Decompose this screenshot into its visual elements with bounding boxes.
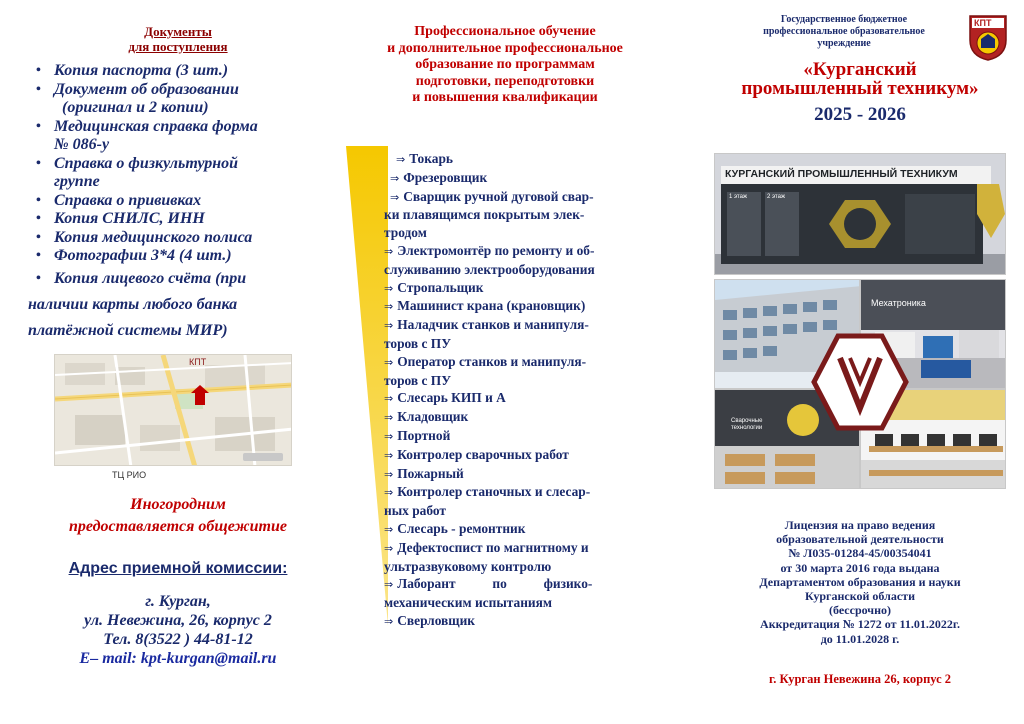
mechatronics-label: Мехатроника: [871, 298, 926, 308]
program-item-cont: ультразвуковому контролю: [384, 558, 552, 574]
program-item: ⇒ Лаборант по физико-: [384, 576, 593, 592]
program-item-cont: служиванию электрооборудования: [384, 261, 595, 277]
documents-title-line2: для поступления: [128, 39, 228, 54]
arrow-right-icon: ⇒: [390, 171, 400, 185]
program-item: ⇒ Сварщик ручной дуговой свар-: [390, 188, 594, 204]
floor1-label: 1 этаж: [729, 194, 747, 200]
doc-item-bank-account: • Копия лицевого счёта (при наличии карты любого банка платёжной системы МИР): [28, 266, 328, 344]
org-type: Государственное бюджетное профессиональное образовательное учреждение: [763, 14, 925, 49]
arrow-right-icon: ⇒: [384, 522, 394, 536]
doc-item-photos: • Фотографии 3*4 (4 шт.): [36, 247, 232, 264]
admission-street: ул. Невежина, 26, корпус 2: [84, 612, 272, 629]
arrow-right-icon: ⇒: [384, 541, 394, 555]
program-item: ⇒ Фрезеровщик: [390, 169, 488, 185]
arrow-right-icon: ⇒: [384, 448, 394, 462]
doc-item-education: • Документ об образовании (оригинал и 2 копии): [36, 80, 239, 116]
doc-item-snils-inn: • Копия СНИЛС, ИНН: [36, 210, 205, 227]
doc-item-sport-group: • Справка о физкультурной группе: [36, 154, 239, 190]
doc-item-vaccination: • Справка о прививках: [36, 191, 202, 209]
program-item: ⇒ Кладовщик: [384, 409, 469, 425]
program-item-cont: торов с ПУ: [384, 335, 452, 351]
arrow-right-icon: ⇒: [384, 429, 394, 443]
program-item: ⇒ Токарь: [396, 151, 453, 166]
banner-text: КУРГАНСКИЙ ПРОМЫШЛЕННЫЙ ТЕХНИКУМ: [725, 168, 958, 180]
program-item-cont: ки плавящимся покрытым элек-: [384, 207, 585, 223]
documents-column: [28, 24, 328, 704]
bullet: •: [36, 118, 41, 134]
dormitory-notice: Иногородним предоставляется общежитие: [69, 496, 287, 535]
arrow-right-icon: ⇒: [384, 467, 394, 481]
program-item: ⇒ Контролер станочных и слесар-: [384, 484, 591, 500]
bullet: •: [36, 155, 41, 171]
programs-title: Профессиональное обучение и дополнительное профессиональное образование по программам подготовки, переподготовки и повышения квалификации: [387, 24, 623, 105]
program-item: ⇒ Портной: [384, 427, 451, 443]
map-label-mall: ТЦ РИО: [112, 470, 147, 480]
program-item: ⇒ Сверловщик: [384, 612, 476, 628]
arrow-right-icon: ⇒: [384, 392, 394, 406]
arrow-right-icon: ⇒: [384, 614, 394, 628]
program-item: ⇒ Слесарь - ремонтник: [384, 520, 526, 536]
welding-label: Сварочные технологии: [731, 418, 763, 431]
program-item: ⇒ Стропальщик: [384, 279, 484, 295]
bullet: •: [36, 270, 41, 286]
documents-title: [28, 24, 328, 54]
floor2-label: 2 этаж: [767, 194, 785, 200]
arrow-right-icon: ⇒: [396, 153, 406, 166]
doc-item-insurance: • Копия медицинского полиса: [36, 228, 253, 246]
program-item: ⇒ Дефектоспист по магнитному и: [384, 539, 589, 555]
header-column: [710, 8, 1010, 708]
program-item: ⇒ Пожарный: [384, 465, 464, 481]
arrow-right-icon: ⇒: [384, 355, 394, 369]
bullet: •: [36, 192, 41, 208]
admission-title: Адрес приемной комиссии:: [68, 560, 288, 577]
bullet: •: [36, 229, 41, 245]
doc-item-passport: • Копия паспорта (3 шт.): [36, 62, 229, 79]
program-item: ⇒ Контролер сварочных работ: [384, 446, 569, 462]
arrow-right-icon: ⇒: [384, 578, 394, 592]
admission-email[interactable]: E– mail: kpt-kurgan@mail.ru: [79, 650, 277, 667]
arrow-right-icon: ⇒: [384, 281, 394, 295]
program-item: ⇒ Наладчик станков и манипуля-: [384, 317, 589, 333]
program-item: ⇒ Электромонтёр по ремонту и об-: [384, 242, 595, 258]
college-name: «Курганский промышленный техникум»: [741, 59, 979, 99]
program-item-cont: торов с ПУ: [384, 372, 452, 388]
footer-address: г. Курган Невежина 26, корпус 2: [768, 672, 952, 686]
programs-column: [346, 24, 664, 704]
yellow-triangle-decoration: [346, 146, 388, 626]
admission-address: [28, 592, 328, 668]
documents-title-line1: Документы: [144, 24, 212, 39]
arrow-right-icon: ⇒: [384, 486, 394, 500]
arrow-right-icon: ⇒: [384, 411, 394, 425]
bullet: •: [36, 248, 41, 263]
college-marker-icon: [195, 391, 205, 405]
program-item: ⇒ Машинист крана (крановщик): [384, 298, 586, 314]
arrow-right-icon: ⇒: [384, 319, 394, 333]
academic-years: 2025 - 2026: [814, 104, 906, 125]
hexagon-emblem-icon: [810, 332, 910, 432]
college-logo: [968, 14, 1008, 62]
bullet: •: [36, 63, 41, 78]
documents-list: [28, 62, 328, 344]
license-info: Лицензия на право ведения образовательной деятельности № Л035-01284-45/00354041 от 30 марта 2016 года выдана Департаментом образования и науки Курганской области (бессрочно) Аккредитация № 1272 от 11.01.2022г. до 11.01.2028 г.: [759, 518, 961, 646]
admission-phone: Тел. 8(3522 ) 44-81-12: [103, 631, 253, 648]
program-item: ⇒ Оператор станков и манипуля-: [384, 353, 587, 369]
doc-item-medical: • Медицинская справка форма № 086-у: [36, 117, 258, 153]
program-item-cont: механическим испытаниям: [384, 595, 553, 611]
arrow-right-icon: ⇒: [390, 190, 400, 204]
program-item: ⇒ Слесарь КИП и А: [384, 390, 506, 406]
program-item-cont: тродом: [384, 225, 427, 241]
admission-city: г. Курган,: [145, 593, 211, 610]
bullet: •: [36, 81, 41, 97]
program-item-cont: ных работ: [384, 503, 446, 519]
programs-list: [384, 150, 658, 631]
photo-lobby-banner: [714, 153, 1006, 275]
map-label-college: КПТ: [189, 357, 207, 367]
location-map: [54, 354, 292, 466]
bullet: •: [36, 211, 41, 226]
arrow-right-icon: ⇒: [384, 300, 394, 314]
arrow-right-icon: ⇒: [384, 244, 394, 258]
logo-text: КПТ: [974, 18, 992, 28]
map-graphic: [55, 355, 292, 466]
